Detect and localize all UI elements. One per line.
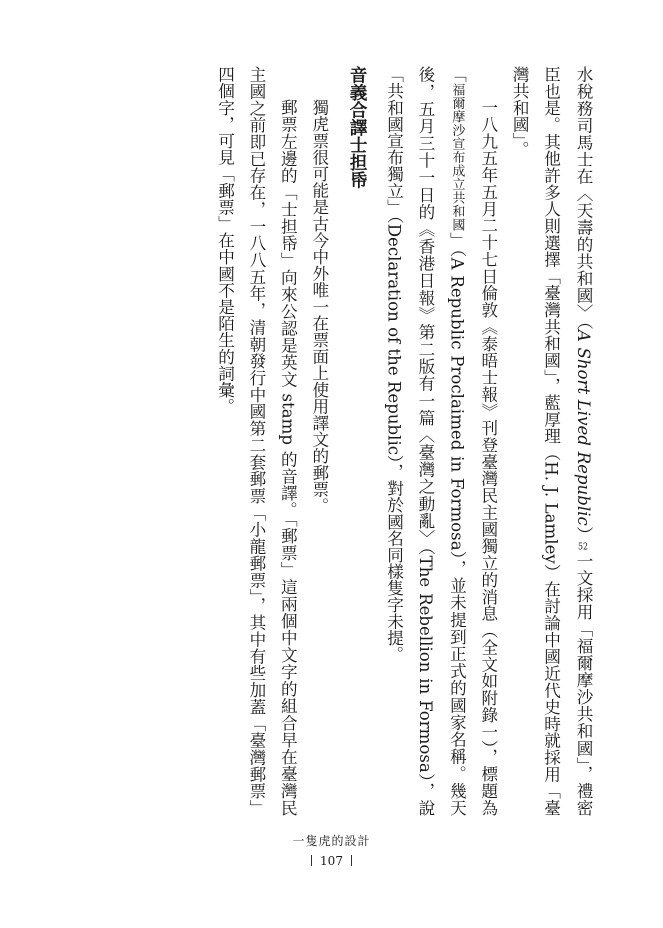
text-span: 一八九五年五月二十七日倫敦《泰晤士報》刊登臺灣民主國獨立的消息（全文如附錄一），標題為「 <box>447 66 498 816</box>
text-span: ） <box>574 525 593 544</box>
section-heading: 音義合譯士担帋 <box>347 66 368 189</box>
running-footer-title: 一隻虎的設計 <box>292 834 371 848</box>
main-text <box>129 66 599 816</box>
page-folio <box>0 854 663 868</box>
headline-quote: 福爾摩沙宣布成立共和國 <box>449 83 465 232</box>
text-span: 」（A Republic Proclaimed in Formosa），並未提到正式的國家名稱。幾天後，五月三十一日的《香港日報》第二版有一篇〈臺灣之動亂〉（The Rebellion in Formosa），說「共和國宣布獨立」（Declaration of the Republic），對於國名同樣隻字未提。 <box>384 66 467 816</box>
text-span: 水稅務司馬士在〈天壽的共和國〉（ <box>574 66 593 330</box>
folio-bar-right <box>351 855 352 866</box>
paragraph-stamp-translation: 郵票左邊的「士担帋」向來公認是英文 stamp 的音譯。「郵票」這兩個中文字的組合早在臺灣民主國之前即已存在，一八八五年，清朝發行中國第二套郵票「小龍郵票」，其中有些加蓋「臺灣郵票」四個字，可見「郵票」在中國不是陌生的詞彙。 <box>215 66 298 816</box>
folio-bar-left <box>311 855 312 866</box>
paragraph-times-report <box>378 66 504 816</box>
footnote-marker: 52 <box>578 543 588 553</box>
page-number: 107 <box>320 854 343 868</box>
english-title: A Short Lived Republic <box>574 329 593 526</box>
text-span: 一文採用「福爾摩沙共和國」，禮密臣也是。其他許多人則選擇「臺灣共和國」，藍厚理（H. J. Lamley）在討論中國近代史時就採用「臺灣共和國」。 <box>510 66 593 816</box>
paragraph-continued <box>504 66 599 816</box>
paragraph-tiger-stamp: 獨虎票很可能是古今中外唯一在票面上使用譯文的郵票。 <box>309 99 329 515</box>
